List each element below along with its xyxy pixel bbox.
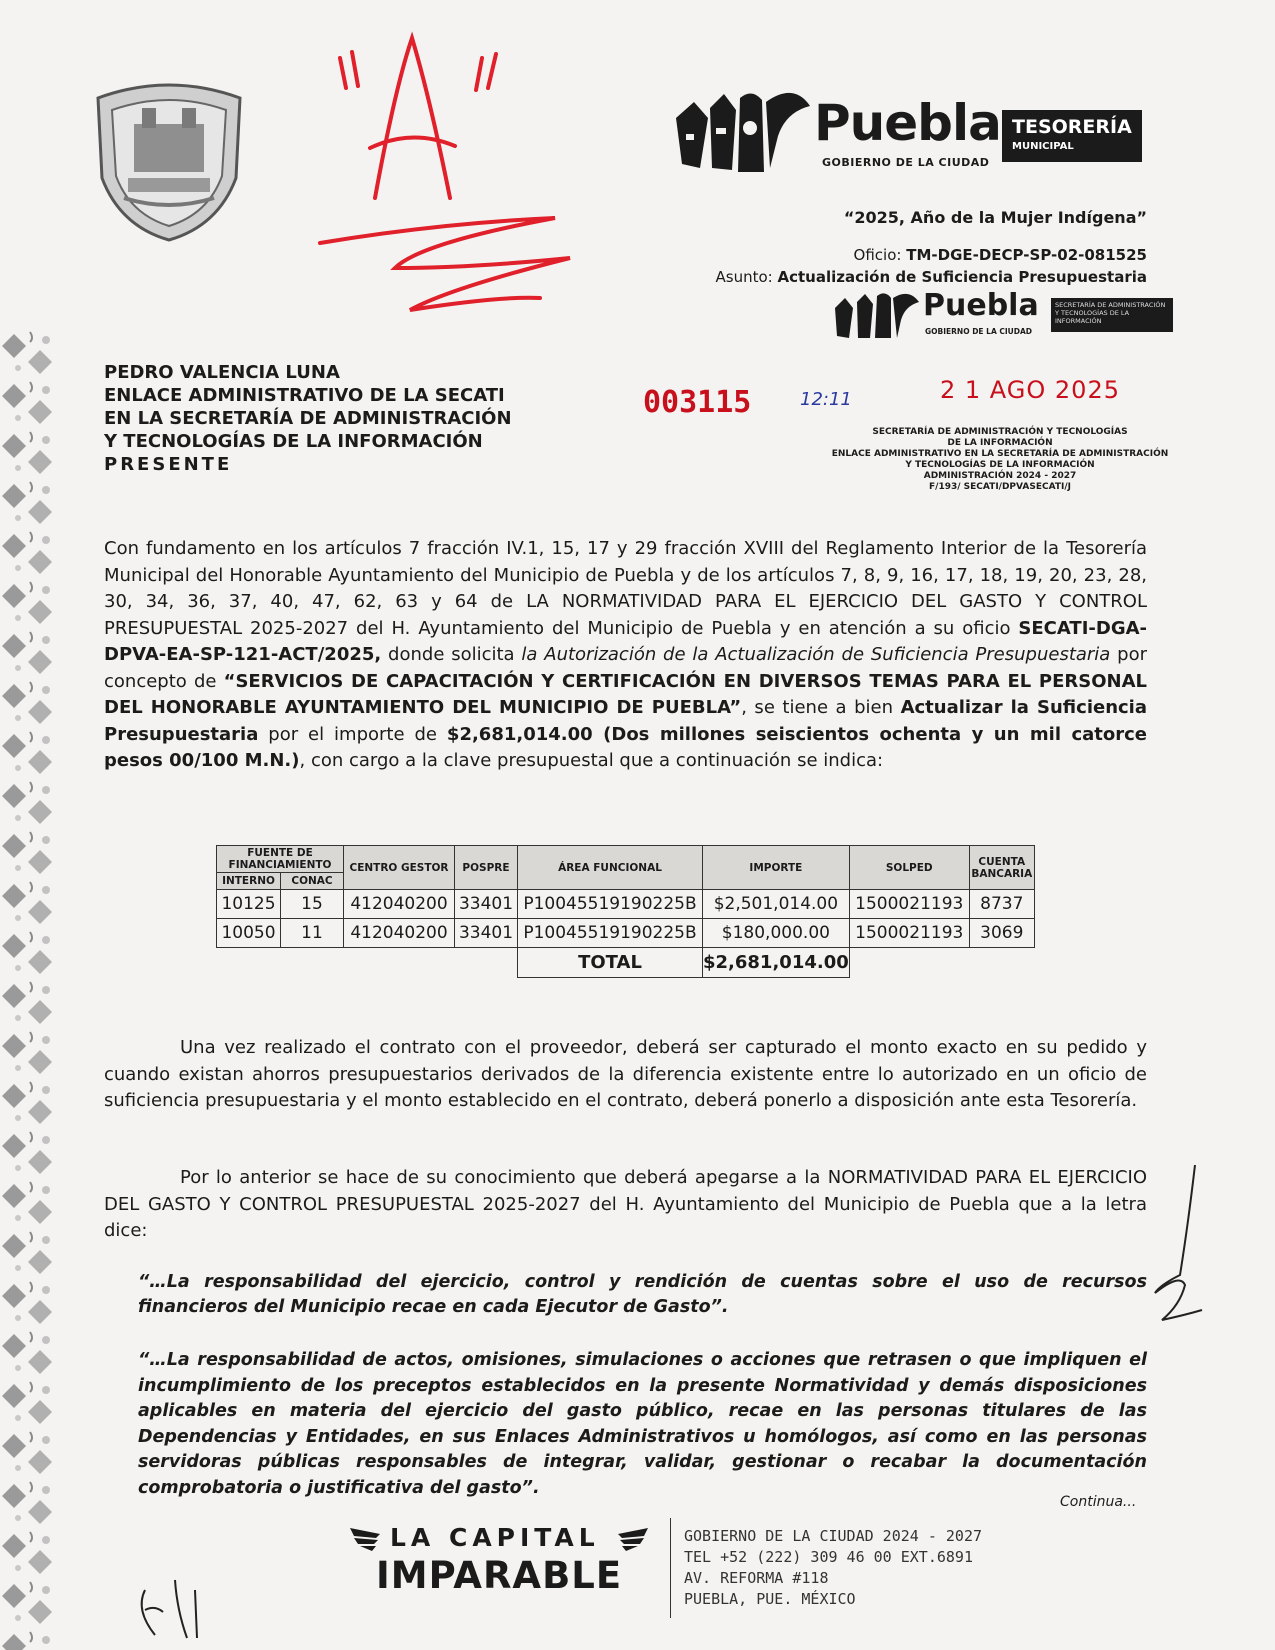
city-logo-word: Puebla [814, 94, 1001, 152]
action-text: Actualizar la Suficiencia Presupuestaria [104, 697, 1147, 745]
cell-importe: $180,000.00 [703, 919, 850, 948]
receipt-stamp-text [820, 427, 1180, 493]
table-row [217, 919, 1035, 948]
city-logo-subtitle: GOBIERNO DE LA CIUDAD [822, 156, 990, 169]
header-area-funcional: ÁREA FUNCIONAL [518, 846, 703, 890]
dept-title: TESORERÍA [1012, 116, 1132, 138]
cell-solped: 1500021193 [849, 919, 969, 948]
oficio-reference: SECATI-DGA-DPVA-EA-SP-121-ACT/2025, [104, 617, 1147, 665]
text-run-italic: la Autorización de la Actualización de Suficiencia Presupuestaria [521, 644, 1111, 665]
cell-pospre: 33401 [455, 890, 518, 919]
footer-address [684, 1526, 982, 1610]
initials-signature [125, 1550, 225, 1640]
city-emblem-icon [674, 88, 814, 173]
oficio-line [600, 246, 1147, 264]
cell-area: P10045519190225B [518, 890, 703, 919]
slogan-bottom: IMPARABLE [376, 1554, 623, 1597]
year-motto: “2025, Año de la Mujer Indígena” [843, 208, 1147, 227]
stamp-logo-word: Puebla [923, 288, 1039, 323]
presente-label: PRESENTE [104, 454, 233, 475]
cell-importe: $2,501,014.00 [703, 890, 850, 919]
total-label: TOTAL [518, 948, 703, 978]
footer-line: TEL +52 (222) 309 46 00 EXT.6891 [684, 1548, 973, 1566]
margin-signature [1140, 1165, 1210, 1330]
total-value: $2,681,014.00 [703, 948, 850, 978]
cell-interno: 10125 [217, 890, 281, 919]
header-fuente: FUENTE DE FINANCIAMIENTO [217, 846, 344, 873]
stamp-line: DE LA INFORMACIÓN [947, 438, 1053, 448]
continued-note: Continua... [1060, 1494, 1137, 1510]
table-row [217, 890, 1035, 919]
footer-line: GOBIERNO DE LA CIUDAD 2024 - 2027 [684, 1527, 983, 1545]
header-conac: CONAC [281, 873, 344, 890]
footer-slogan-logo [350, 1520, 650, 1615]
text-run: , se tiene a bien [741, 697, 901, 718]
paragraph-contract: Una vez realizado el contrato con el proveedor, deberá ser capturado el monto exacto en su pedido y cuando existan ahorros presupuestarios derivados de la diferencia existente entre lo autorizado en un oficio de suficiencia presupuestaria y el monto establecido en el contrato, deberá ponerlo a disposición ante esta Tesorería. [104, 1037, 1147, 1111]
table-total-row [217, 948, 1035, 978]
dept-subtitle: MUNICIPAL [1012, 141, 1074, 152]
asunto-line [600, 268, 1147, 286]
header-centro-gestor: CENTRO GESTOR [344, 846, 455, 890]
cell-cuenta: 3069 [969, 919, 1034, 948]
stamp-dept-box: SECRETARÍA DE ADMINISTRACIÓN Y TECNOLOGÍAS DE LA INFORMACIÓN [1051, 298, 1173, 332]
header-cuenta-bancaria: CUENTA BANCARIA [969, 846, 1034, 890]
cell-interno: 10050 [217, 919, 281, 948]
receipt-folio: 003115 [643, 385, 752, 420]
cell-cuenta: 8737 [969, 890, 1034, 919]
addressee-role: Y TECNOLOGÍAS DE LA INFORMACIÓN [104, 431, 483, 452]
amount-text: $2,681,014.00 (Dos millones seiscientos ochenta y un mil catorce pesos 00/100 M.N.) [104, 723, 1148, 771]
stamp-logo-subtitle: GOBIERNO DE LA CIUDAD [925, 327, 1032, 336]
receipt-stamp-logo [833, 288, 1178, 343]
receipt-time: 12:11 [800, 389, 852, 410]
header-interno: INTERNO [217, 873, 281, 890]
cell-solped: 1500021193 [849, 890, 969, 919]
empty-cell [849, 948, 1034, 978]
text-run: por el importe de [258, 723, 447, 745]
asunto-value: Actualización de Suficiencia Presupuestaria [777, 268, 1147, 286]
addressee-name: PEDRO VALENCIA LUNA [104, 362, 340, 383]
header-importe: IMPORTE [703, 846, 850, 890]
decorative-border [0, 330, 62, 1650]
stamp-line: Y TECNOLOGÍAS DE LA INFORMACIÓN [905, 460, 1095, 470]
cell-centro: 412040200 [344, 919, 455, 948]
concept-title: “SERVICIOS DE CAPACITACIÓN Y CERTIFICACIÓN EN DIVERSOS TEMAS PARA EL PERSONAL DEL HONORABLE AYUNTAMIENTO DEL MUNICIPIO DE PUEBLA” [104, 670, 1147, 718]
stamp-line: ADMINISTRACIÓN 2024 - 2027 [923, 471, 1077, 481]
stamp-line: ENLACE ADMINISTRATIVO EN LA SECRETARÍA DE ADMINISTRACIÓN [831, 449, 1169, 459]
stamp-line: F/193/ SECATI/DPVASECATI/J [929, 482, 1071, 492]
text-run: donde solicita [381, 644, 522, 665]
text-run: Con fundamento en los artículos 7 fracción IV.1, 15, 17 y 29 fracción XVIII del Reglamento Interior de la Tesorería Municipal del Honorable Ayuntamiento del Municipio de Puebla y de los artículos 7, 8, 9, 16, 17, 18, 19, 20, 23, 28, 30, 34, 36, 37, 40, 47, 62, 63 y 64 de LA NORMATIVIDAD PARA EL EJERCICIO DEL GASTO Y CONTROL PRESUPUESTAL 2025-2027 del H. Ayuntamiento del Municipio de Puebla y en atención a su oficio [104, 538, 1147, 639]
addressee-role: EN LA SECRETARÍA DE ADMINISTRACIÓN [104, 408, 512, 429]
cell-area: P10045519190225B [518, 919, 703, 948]
slogan-top: LA CAPITAL [390, 1523, 600, 1552]
text-run: , con cargo a la clave presupuestal que a continuación se indica: [299, 750, 884, 771]
header-solped: SOLPED [849, 846, 969, 890]
right-wing-icon [612, 1524, 648, 1552]
empty-cell [217, 948, 518, 978]
paragraph-foundation [104, 536, 1147, 775]
cell-conac: 15 [281, 890, 344, 919]
oficio-label: Oficio: [853, 246, 902, 264]
left-wing-icon [350, 1524, 386, 1552]
tesoreria-badge [1002, 110, 1142, 162]
addressee-block [104, 361, 564, 476]
oficio-number: TM-DGE-DECP-SP-02-081525 [906, 246, 1147, 264]
footer-divider [670, 1518, 671, 1618]
cell-centro: 412040200 [344, 890, 455, 919]
quote-responsibility-1: “…La responsabilidad del ejercicio, control y rendición de cuentas sobre el uso de recursos financieros del Municipio recae en cada Ejecutor de Gasto”. [138, 1272, 1147, 1317]
addressee-role: ENLACE ADMINISTRATIVO DE LA SECATI [104, 385, 505, 406]
cell-pospre: 33401 [455, 919, 518, 948]
text-run: por concepto de [104, 644, 1147, 692]
paragraph-normativity: Por lo anterior se hace de su conocimiento que deberá apegarse a la NORMATIVIDAD PARA EL EJERCICIO DEL GASTO Y CONTROL PRESUPUESTAL 2025-2027 del H. Ayuntamiento del Municipio de Puebla que a la letra dice: [104, 1167, 1147, 1241]
municipal-seal [88, 78, 250, 243]
budget-table [216, 845, 1035, 978]
footer-line: PUEBLA, PUE. MÉXICO [684, 1590, 856, 1608]
footer-line: AV. REFORMA #118 [684, 1569, 829, 1587]
stamp-emblem-icon [833, 290, 921, 340]
stamp-line: SECRETARÍA DE ADMINISTRACIÓN Y TECNOLOGÍAS [872, 427, 1128, 437]
receipt-date: 2 1 AGO 2025 [940, 376, 1120, 404]
cell-conac: 11 [281, 919, 344, 948]
handwritten-a-mark [300, 28, 620, 328]
header-pospre: POSPRE [455, 846, 518, 890]
quote-responsibility-2: “…La responsabilidad de actos, omisiones, simulaciones o acciones que retrasen o que impliquen el incumplimiento de los preceptos establecidos en la presente Normatividad y demás disposiciones aplicables en materia del ejercicio del gasto público, recae en las personas titulares de las Dependencias y Entidades, en sus Enlaces Administrativos u homólogos, así como en las personas servidoras públicas responsables de integrar, validar, gestionar o recabar la documentación comprobatoria o justificativa del gasto”. [138, 1350, 1147, 1498]
asunto-label: Asunto: [715, 268, 773, 286]
